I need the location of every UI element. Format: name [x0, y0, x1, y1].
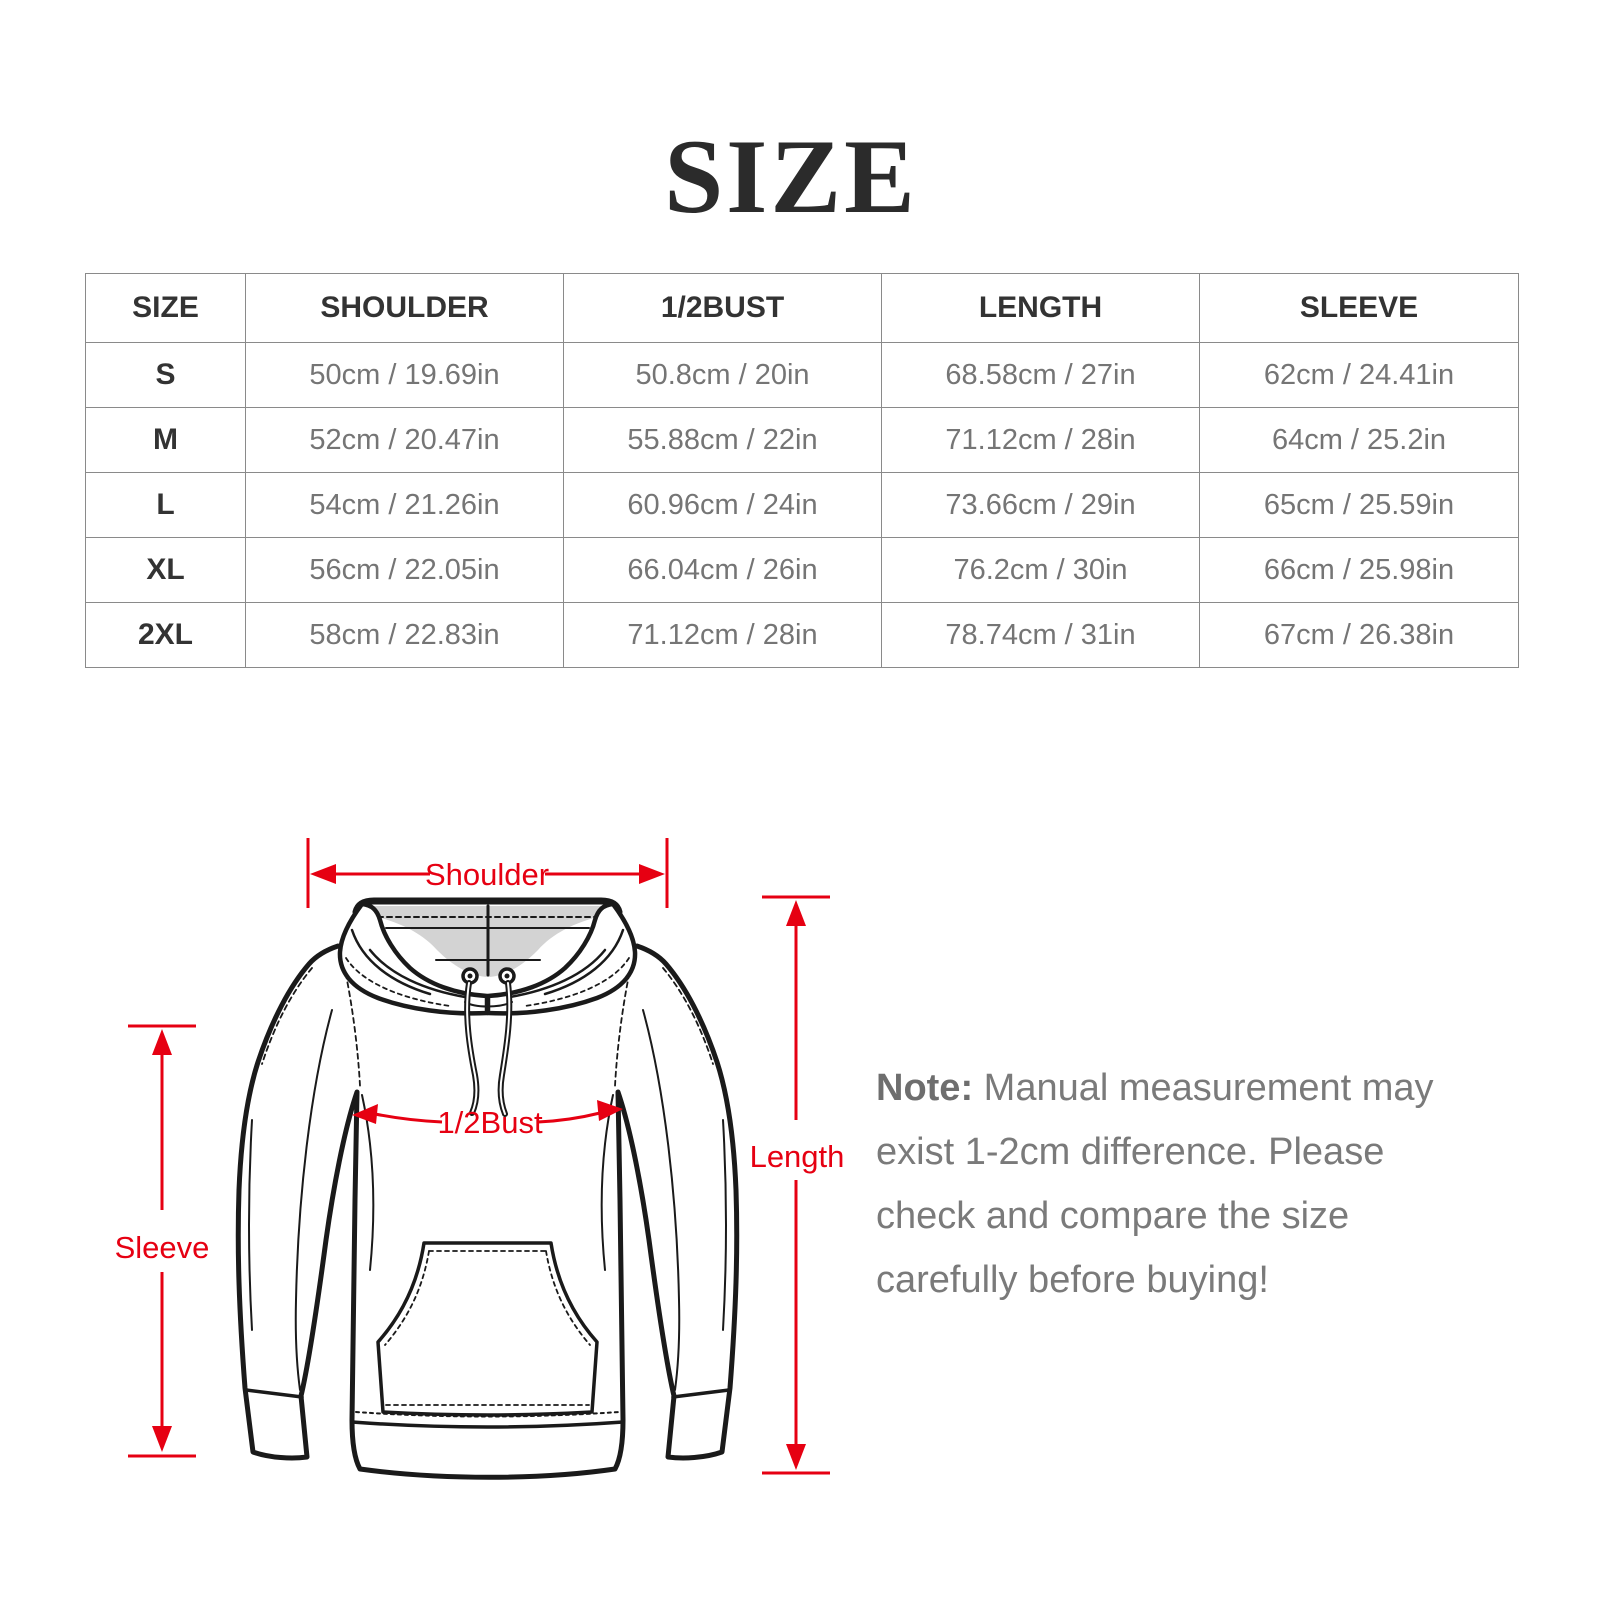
shoulder-measure-label: Shoulder [424, 857, 550, 892]
value-cell: 50.8cm / 20in [564, 343, 882, 408]
value-cell: 55.88cm / 22in [564, 408, 882, 473]
value-cell: 71.12cm / 28in [882, 408, 1200, 473]
table-row [86, 538, 1519, 603]
note-text: Manual measurement may exist 1-2cm difference. Please check and compare the size carefully before buying! [876, 1067, 1434, 1301]
table-row [86, 343, 1519, 408]
sleeve-measure-arrow [115, 1026, 210, 1456]
measurement-note [876, 1056, 1480, 1312]
value-cell: 54cm / 21.26in [246, 473, 564, 538]
half-bust-measure-label: 1/2Bust [437, 1105, 543, 1140]
col-header-sleeve: SLEEVE [1200, 274, 1519, 343]
col-header-size: SIZE [86, 274, 246, 343]
value-cell: 50cm / 19.69in [246, 343, 564, 408]
value-cell: 78.74cm / 31in [882, 603, 1200, 668]
size-cell: L [86, 473, 246, 538]
value-cell: 52cm / 20.47in [246, 408, 564, 473]
length-measure-label: Length [749, 1139, 845, 1174]
value-cell: 62cm / 24.41in [1200, 343, 1519, 408]
value-cell: 66.04cm / 26in [564, 538, 882, 603]
table-header-row [86, 274, 1519, 343]
value-cell: 68.58cm / 27in [882, 343, 1200, 408]
length-measure-arrow [750, 897, 845, 1473]
size-cell: S [86, 343, 246, 408]
size-cell: M [86, 408, 246, 473]
value-cell: 76.2cm / 30in [882, 538, 1200, 603]
hoodie-drawing [238, 901, 737, 1477]
value-cell: 71.12cm / 28in [564, 603, 882, 668]
hoodie-size-diagram [100, 820, 860, 1500]
value-cell: 58cm / 22.83in [246, 603, 564, 668]
value-cell: 64cm / 25.2in [1200, 408, 1519, 473]
col-header-halfbust: 1/2BUST [564, 274, 882, 343]
col-header-shoulder: SHOULDER [246, 274, 564, 343]
table-row [86, 603, 1519, 668]
page-title: SIZE [664, 118, 918, 235]
col-header-length: LENGTH [882, 274, 1200, 343]
table-row [86, 473, 1519, 538]
value-cell: 73.66cm / 29in [882, 473, 1200, 538]
size-cell: 2XL [86, 603, 246, 668]
value-cell: 56cm / 22.05in [246, 538, 564, 603]
sleeve-measure-label: Sleeve [114, 1230, 210, 1265]
size-table [85, 273, 1518, 668]
value-cell: 67cm / 26.38in [1200, 603, 1519, 668]
value-cell: 60.96cm / 24in [564, 473, 882, 538]
value-cell: 66cm / 25.98in [1200, 538, 1519, 603]
size-cell: XL [86, 538, 246, 603]
value-cell: 65cm / 25.59in [1200, 473, 1519, 538]
table-row [86, 408, 1519, 473]
note-label: Note: [876, 1067, 974, 1109]
